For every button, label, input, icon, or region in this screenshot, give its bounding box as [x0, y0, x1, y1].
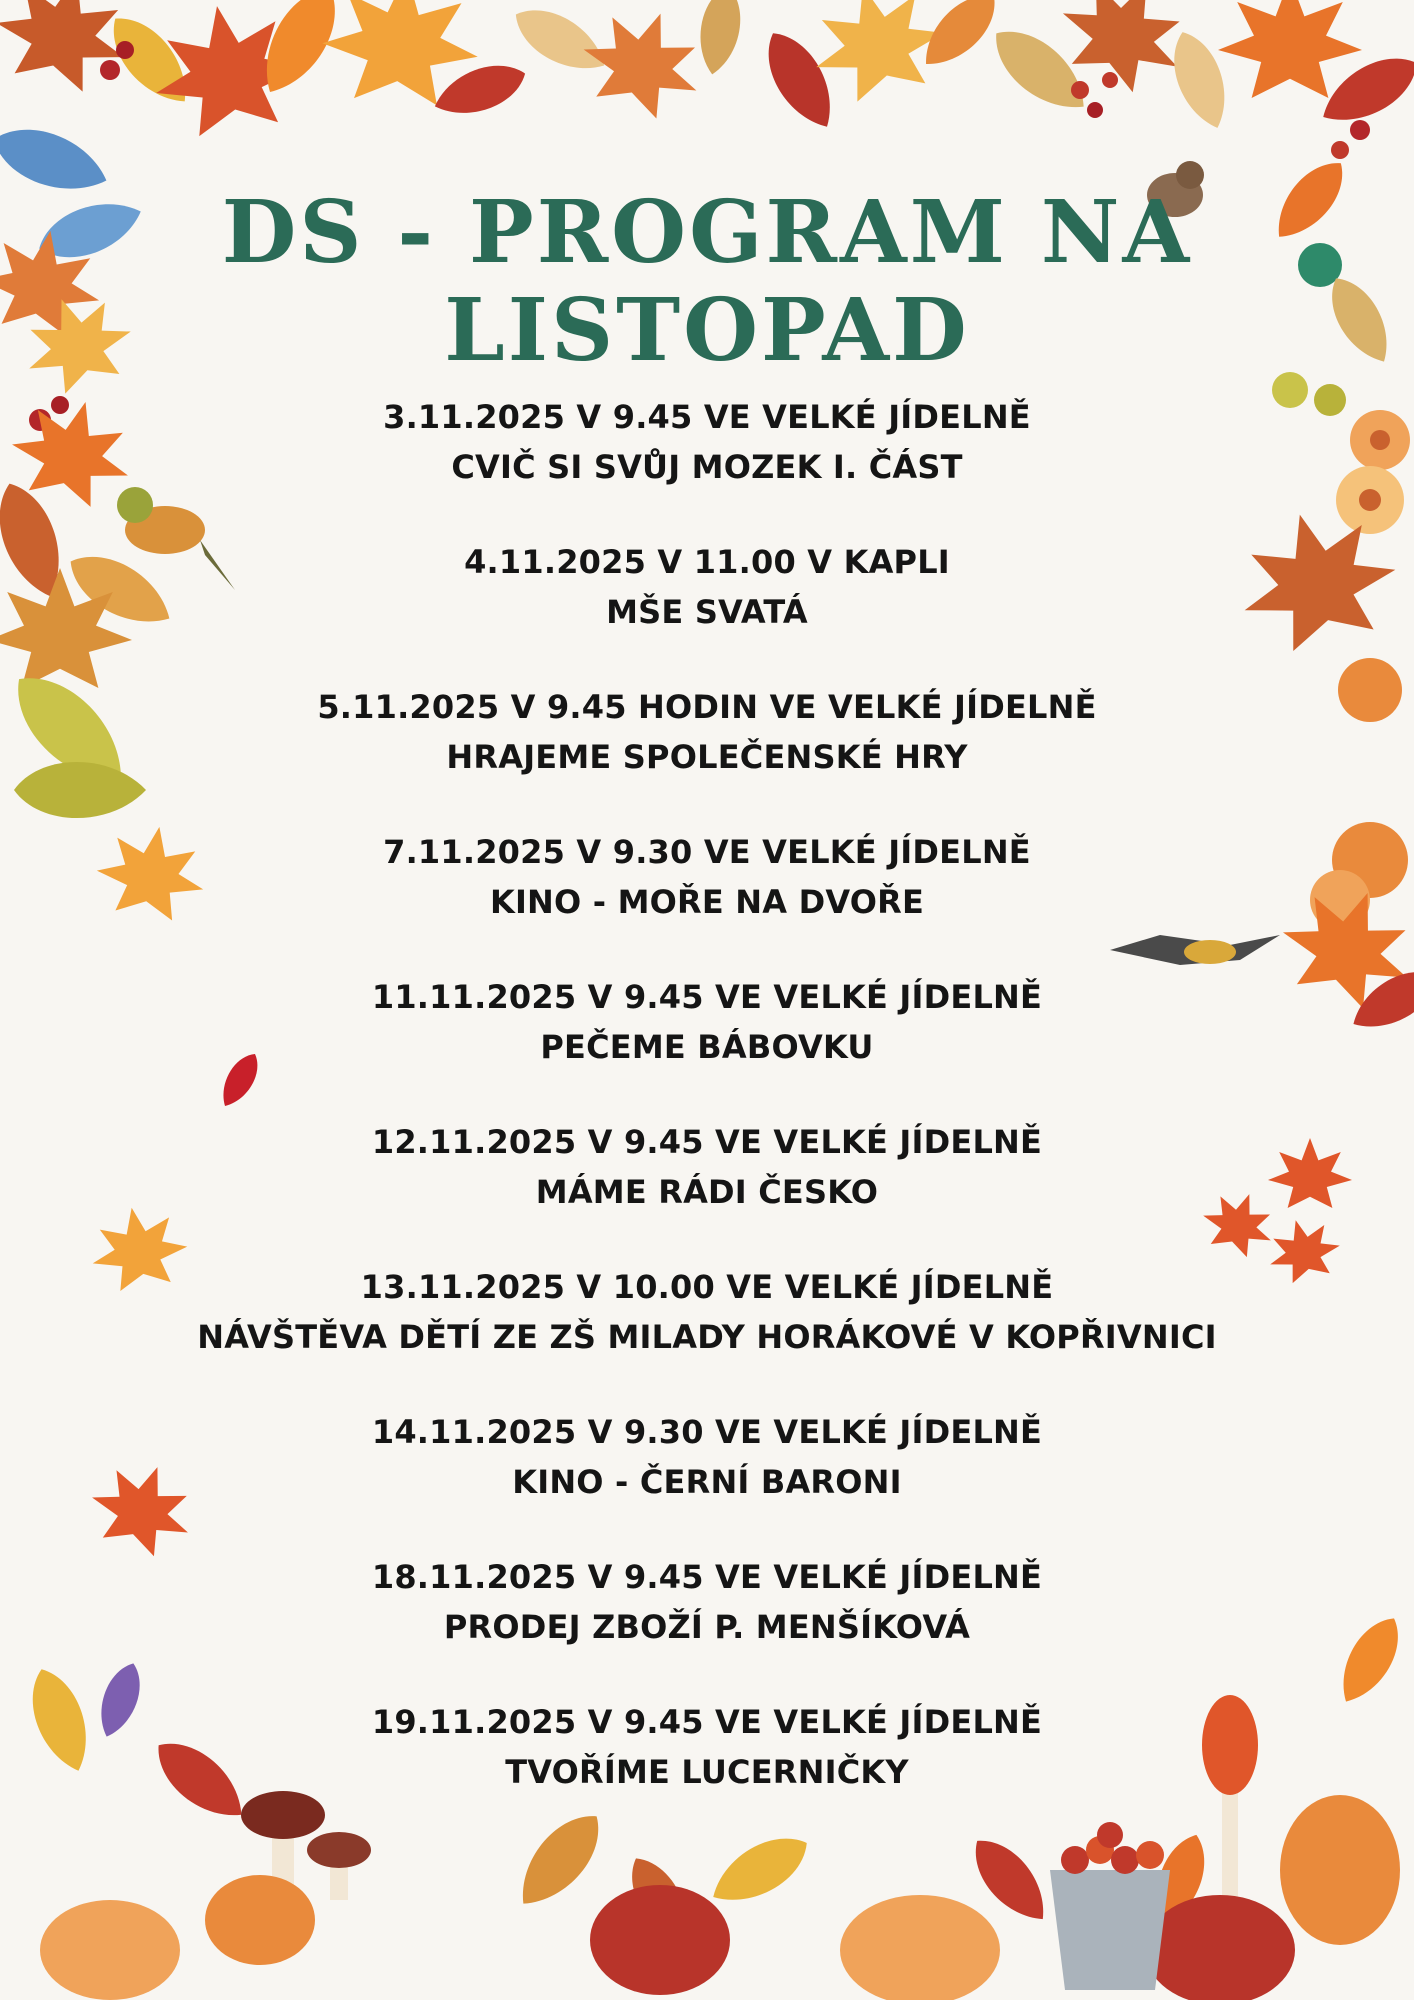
event-what: NÁVŠTĚVA DĚTÍ ZE ZŠ MILADY HORÁKOVÉ V KOPŘIVNICI: [197, 1318, 1217, 1356]
event-what: PEČEME BÁBOVKU: [540, 1028, 874, 1066]
event-item: [0, 1697, 1414, 1797]
top-border-leaves: [0, 0, 1414, 142]
event-item: [0, 682, 1414, 782]
page-title-line-2: LISTOPAD: [444, 280, 970, 381]
event-when: 7.11.2025 V 9.30 VE VELKÉ JÍDELNĚ: [383, 833, 1031, 871]
event-what: PRODEJ ZBOŽÍ P. MENŠÍKOVÁ: [443, 1608, 971, 1646]
event-what: KINO - ČERNÍ BARONI: [512, 1463, 902, 1501]
event-what: HRAJEME SPOLEČENSKÉ HRY: [446, 738, 968, 776]
event-what: CVIČ SI SVŮJ MOZEK I. ČÁST: [451, 448, 963, 486]
event-what: KINO - MOŘE NA DVOŘE: [489, 883, 925, 921]
event-when: 4.11.2025 V 11.00 V KAPLI: [464, 543, 950, 581]
event-when: 13.11.2025 V 10.00 VE VELKÉ JÍDELNĚ: [360, 1268, 1054, 1306]
event-when: 5.11.2025 V 9.45 HODIN VE VELKÉ JÍDELNĚ: [317, 688, 1097, 726]
event-when: 3.11.2025 V 9.45 VE VELKÉ JÍDELNĚ: [383, 398, 1031, 436]
event-item: [0, 392, 1414, 492]
event-item: [0, 1552, 1414, 1652]
event-what: TVOŘÍME LUCERNIČKY: [505, 1753, 909, 1791]
event-what: MŠE SVATÁ: [606, 593, 808, 631]
event-when: 11.11.2025 V 9.45 VE VELKÉ JÍDELNĚ: [371, 978, 1043, 1016]
event-item: [0, 1407, 1414, 1507]
event-item: [0, 1117, 1414, 1217]
event-item: [0, 1262, 1414, 1362]
event-when: 12.11.2025 V 9.45 VE VELKÉ JÍDELNĚ: [371, 1123, 1043, 1161]
event-when: 19.11.2025 V 9.45 VE VELKÉ JÍDELNĚ: [371, 1703, 1043, 1741]
event-item: [0, 972, 1414, 1072]
apple-bucket-icon: [1050, 1822, 1170, 1990]
page-title-line-1: DS - PROGRAM NA: [221, 182, 1193, 283]
event-when: 18.11.2025 V 9.45 VE VELKÉ JÍDELNĚ: [371, 1558, 1043, 1596]
event-when: 14.11.2025 V 9.30 VE VELKÉ JÍDELNĚ: [371, 1413, 1043, 1451]
event-what: MÁME RÁDI ČESKO: [535, 1173, 879, 1211]
event-item: [0, 537, 1414, 637]
event-item: [0, 827, 1414, 927]
